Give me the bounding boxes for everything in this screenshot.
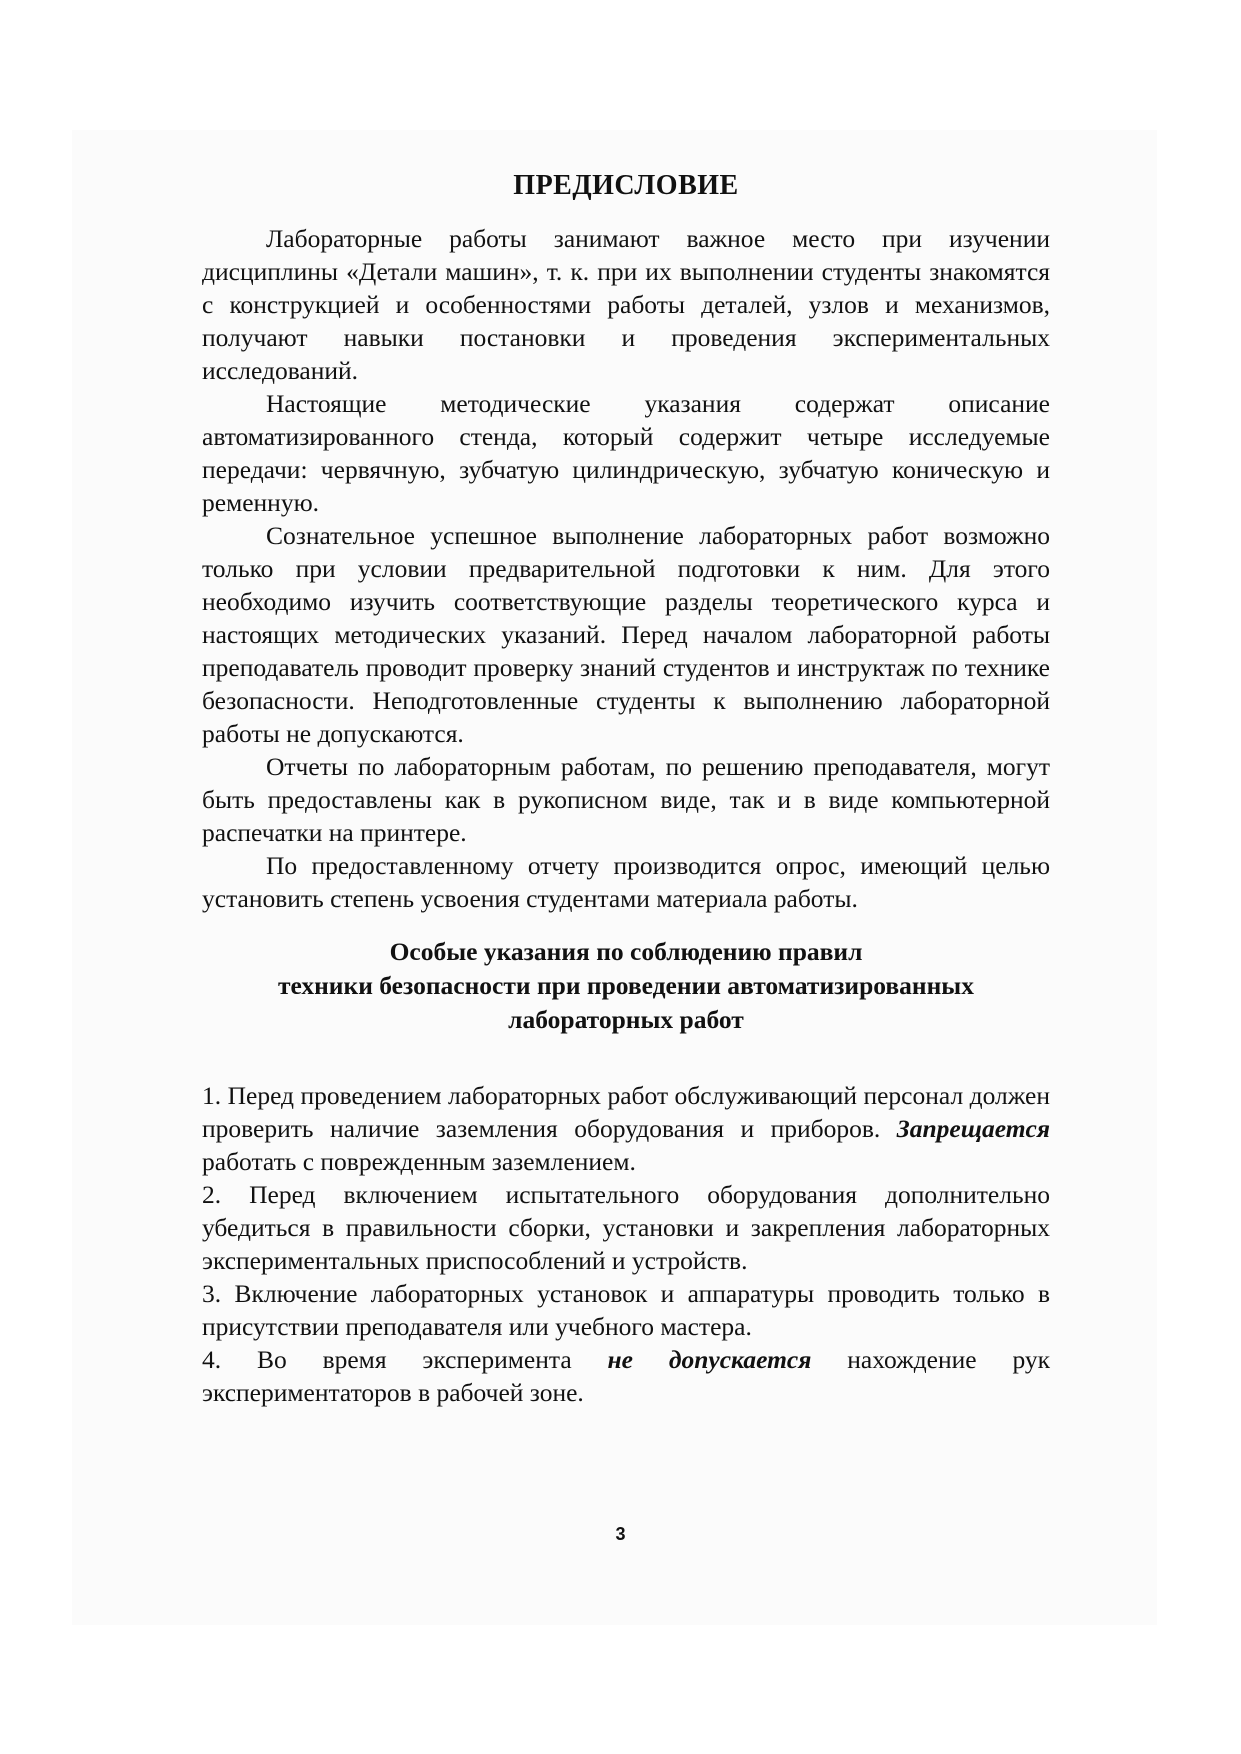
preface-paragraph-4: Отчеты по лабораторным работам, по решению преподавателя, могут быть предоставлены как в рукописном виде, так и в виде компьютерной распечатки на принтере. (202, 752, 1050, 847)
safety-rule-4 (202, 1343, 1050, 1409)
preface-paragraph-2: Настоящие методические указания содержат описание автоматизированного стенда, который содержит четыре исследуемые передачи: червячную, зубчатую цилиндрическую, зубчатую коническую и ременную. (202, 389, 1050, 517)
document-body (202, 168, 1050, 1409)
preface-paragraph-1: Лабораторные работы занимают важное место при изучении дисциплины «Детали машин», т. к. при их выполнении студенты знакомятся с конструкцией и особенностями работы деталей, узлов и механизмов, получают навыки постановки и проведения экспериментальных исследований. (202, 224, 1050, 385)
safety-title-line-1: Особые указания по соблюдению правил (389, 937, 863, 966)
safety-title-line-2: техники безопасности при проведении автоматизированных (278, 971, 974, 1000)
preface-title: ПРЕДИСЛОВИЕ (513, 170, 739, 201)
page-number: 3 (615, 1524, 626, 1544)
safety-rule-1 (202, 1079, 1050, 1178)
safety-rule-4-text-after: нахождение рук экспериментаторов в рабочей зоне. (202, 1345, 1051, 1407)
preface-paragraph-3: Сознательное успешное выполнение лабораторных работ возможно только при условии предварительной подготовки к ним. Для этого необходимо изучить соответствующие разделы теоретического курса и настоящих методических указаний. Перед началом лабораторной работы преподаватель проводит проверку знаний студентов и инструктаж по технике безопасности. Неподготовленные студенты к выполнению лабораторной работы не допускаются. (202, 521, 1050, 748)
safety-rule-2 (202, 1178, 1050, 1277)
safety-rule-2-text: 2. Перед включением испытательного оборудования дополнительно убедиться в правильности сборки, установки и закрепления лабораторных экспериментальных приспособлений и устройств. (202, 1180, 1050, 1275)
safety-rule-3-text: 3. Включение лабораторных установок и аппаратуры проводить только в присутствии преподавателя или учебного мастера. (202, 1279, 1050, 1341)
safety-title-line-3: лабораторных работ (508, 1005, 744, 1034)
safety-rule-4-text-before: 4. Во время эксперимента (202, 1345, 572, 1374)
safety-rule-4-emphasis: не допускается (607, 1345, 812, 1374)
safety-rule-3 (202, 1277, 1050, 1343)
safety-rules-list (202, 1079, 1050, 1409)
safety-rule-1-text-after: работать с поврежденным заземлением. (202, 1147, 636, 1176)
safety-rule-1-text: 1. Перед проведением лабораторных работ обслуживающий персонал должен проверить наличие заземления оборудования и приборов. (202, 1081, 1050, 1143)
safety-title (202, 935, 1050, 1037)
safety-rule-1-emphasis: Запрещается (896, 1114, 1050, 1143)
preface-paragraph-5: По предоставленному отчету производится опрос, имеющий целью установить степень усвоения студентами материала работы. (202, 851, 1050, 913)
